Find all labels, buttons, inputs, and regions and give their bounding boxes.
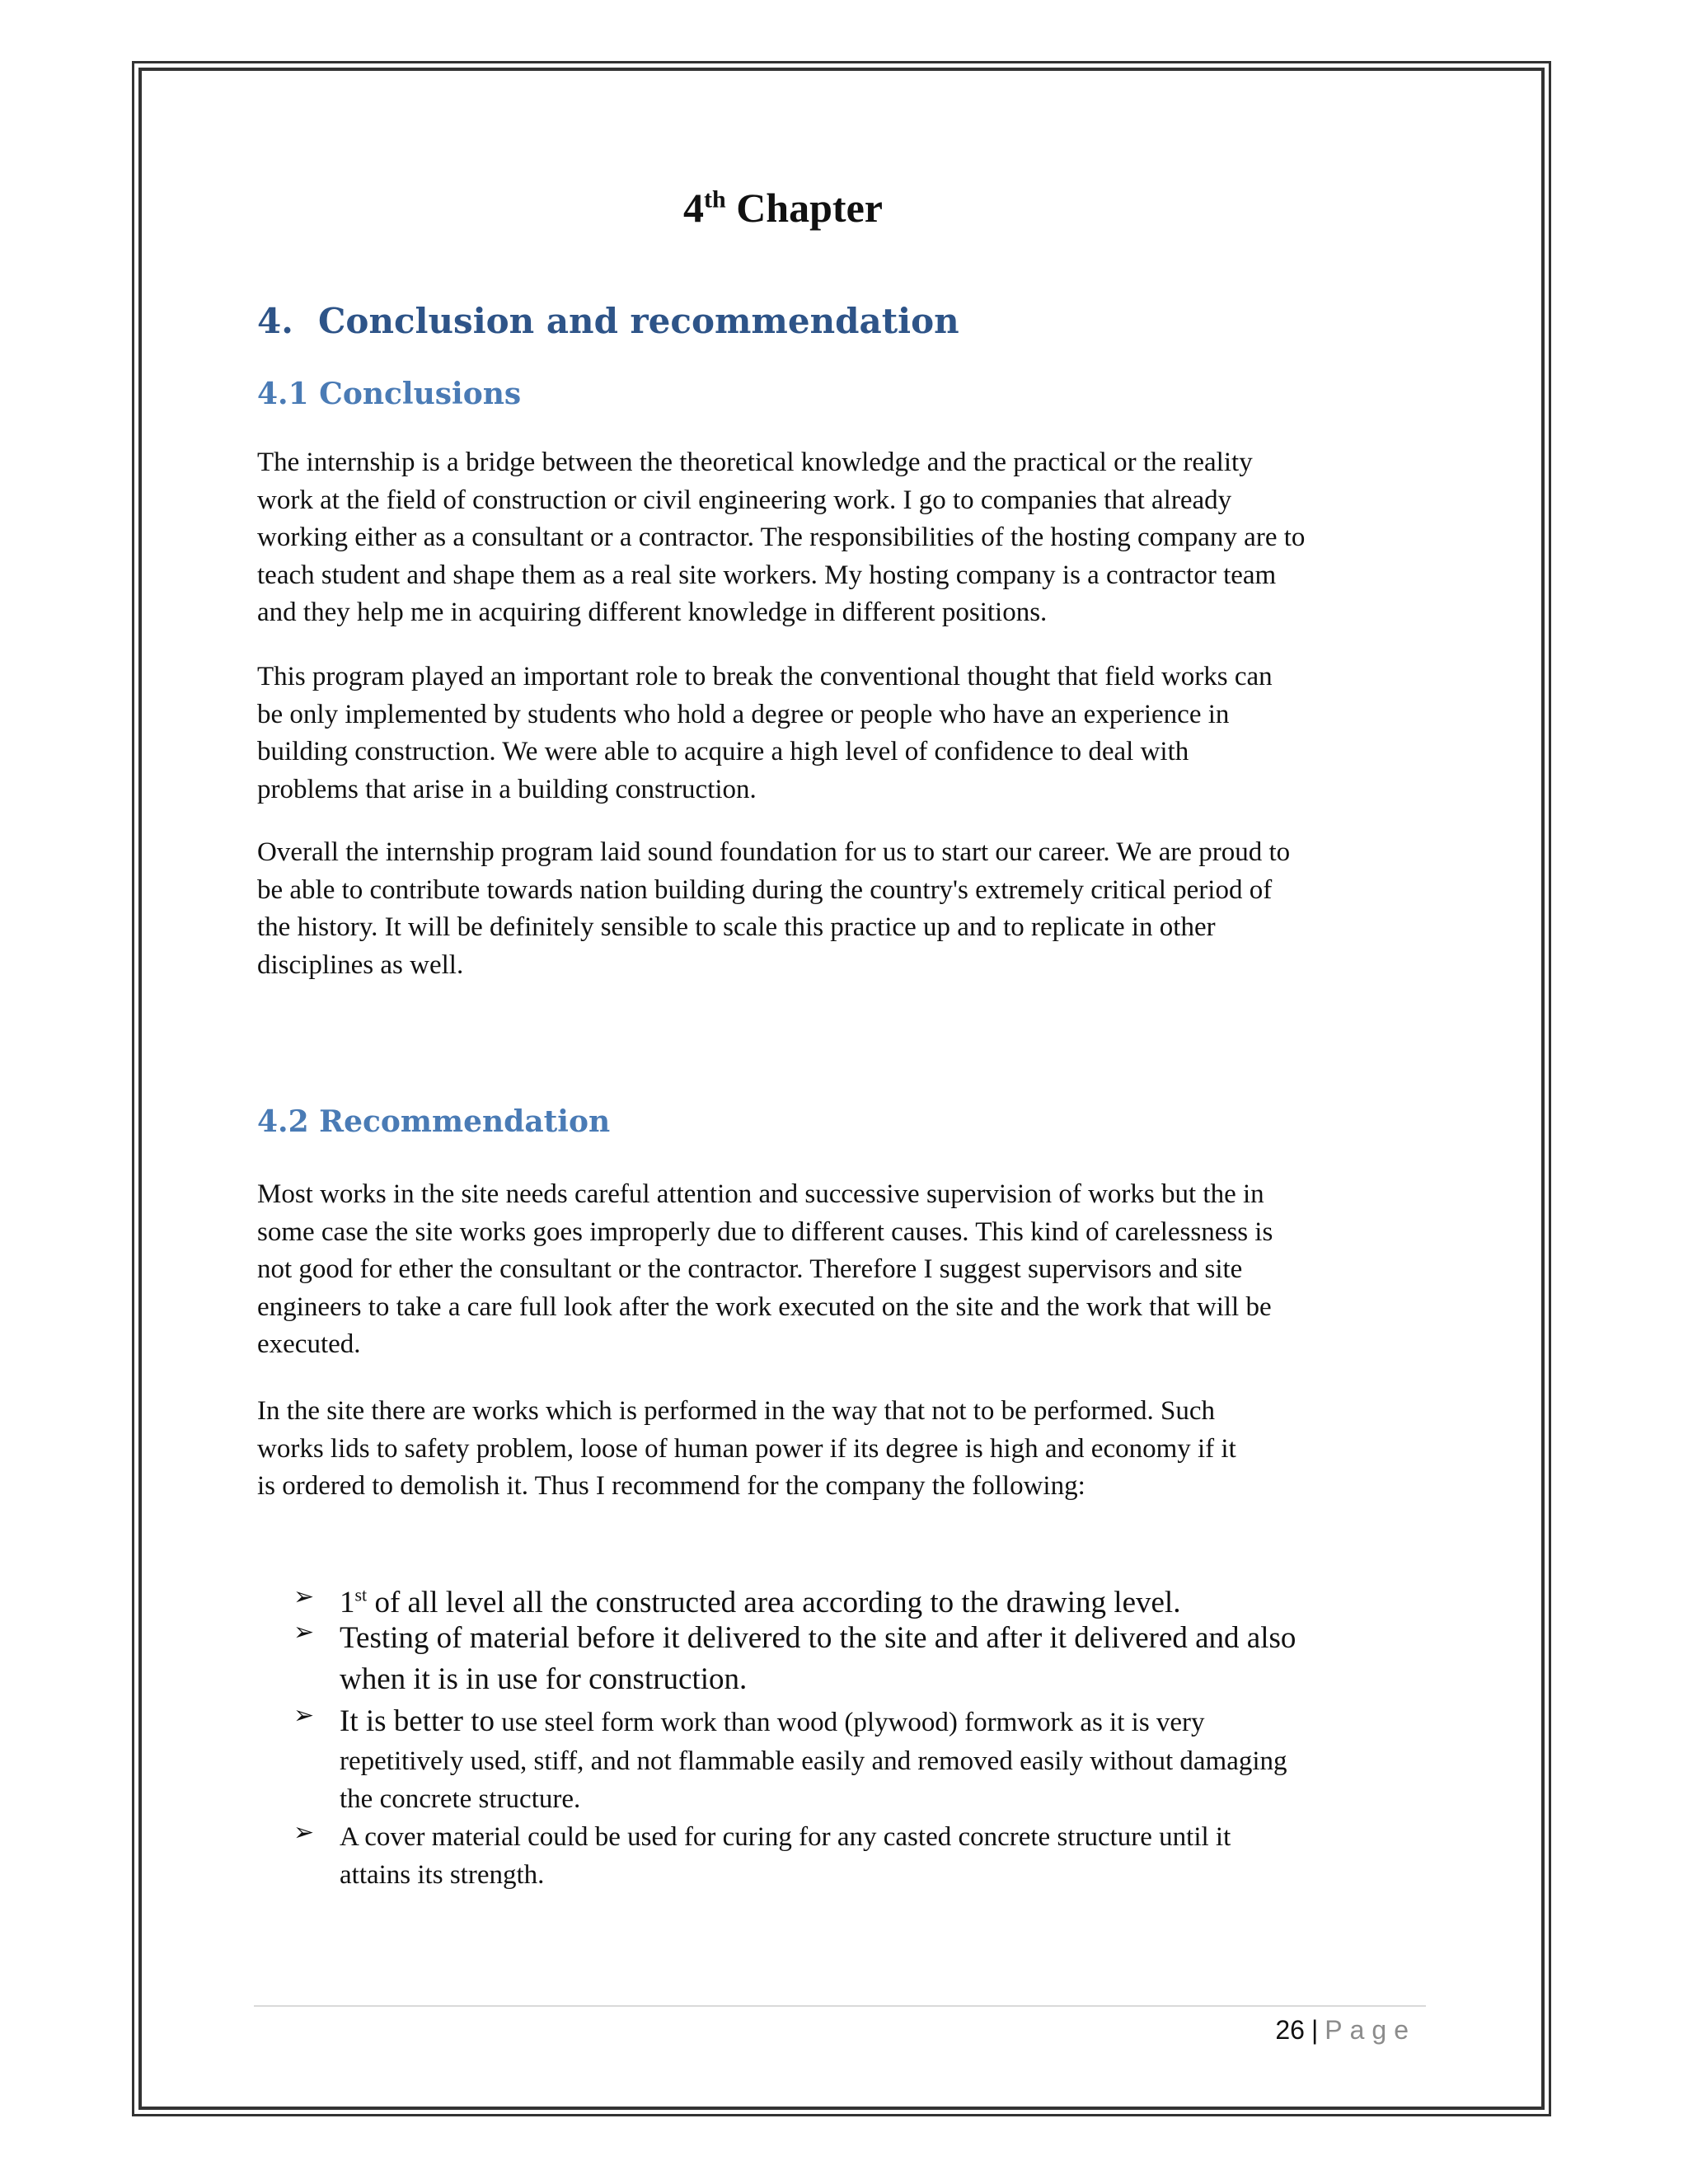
text-line: Most works in the site needs careful attention and successive supervision of works but the in <box>257 1179 1264 1209</box>
conclusions-heading: 4.1 Conclusions <box>257 377 522 411</box>
text-line: works lids to safety problem, loose of human power if its degree is high and economy if it <box>257 1433 1236 1464</box>
text-line: building construction. We were able to acquire a high level of confidence to deal with <box>257 737 1189 766</box>
chapter-title <box>0 183 1566 232</box>
ordinal-suffix: st <box>354 1584 368 1605</box>
page-label: Page <box>1325 2015 1416 2045</box>
text-line: repetitively used, stiff, and not flammable easily and removed easily without damaging <box>340 1746 1287 1776</box>
conclusions-paragraph-2 <box>257 658 1378 808</box>
text-line: the history. It will be definitely sensible to scale this practice up and to replicate in other <box>257 912 1216 942</box>
arrow-bullet-icon: ➢ <box>293 1618 315 1647</box>
list-item-text <box>340 1701 1287 1818</box>
text-line: executed. <box>257 1329 361 1359</box>
list-item-rest: of all level all the constructed area according to the drawing level. <box>367 1586 1181 1619</box>
chapter-number: 4 <box>683 185 705 231</box>
text-line: and they help me in acquiring different knowledge in different positions. <box>257 598 1048 627</box>
text-line: working either as a consultant or a contractor. The responsibilities of the hosting company are to <box>257 523 1306 552</box>
chapter-number-suffix: th <box>704 185 726 213</box>
recommendation-paragraph-1 <box>257 1176 1378 1364</box>
text-line: some case the site works goes improperly due to different causes. This kind of carelessness is <box>257 1216 1273 1247</box>
text-line: Testing of material before it delivered to the site and after it delivered and also <box>340 1621 1296 1655</box>
text-line: when it is in use for construction. <box>340 1662 748 1696</box>
text-line: Overall the internship program laid sound foundation for us to start our career. We are proud to <box>257 837 1291 867</box>
text-line: A cover material could be used for curing for any casted concrete structure until it <box>340 1822 1231 1852</box>
text-line: work at the field of construction or civil engineering work. I go to companies that already <box>257 485 1232 515</box>
ordinal-number: 1 <box>340 1586 355 1619</box>
list-item-text <box>340 1818 1231 1894</box>
text-line: is ordered to demolish it. Thus I recommend for the company the following: <box>257 1471 1085 1501</box>
section-heading <box>257 298 959 344</box>
footer-separator: | <box>1311 2015 1319 2045</box>
text-line: attains its strength. <box>340 1860 545 1890</box>
arrow-bullet-icon: ➢ <box>293 1818 315 1847</box>
conclusions-paragraph-1 <box>257 444 1378 632</box>
arrow-bullet-icon: ➢ <box>293 1582 315 1611</box>
text-line: problems that arise in a building construction. <box>257 774 757 804</box>
page-number: 26 <box>1275 2015 1305 2045</box>
recommendation-paragraph-2 <box>257 1393 1378 1506</box>
section-title: Conclusion and recommendation <box>318 301 959 341</box>
text-line: engineers to take a care full look after the work executed on the site and the work that will be <box>257 1291 1272 1322</box>
text-line: the concrete structure. <box>340 1784 581 1814</box>
arrow-bullet-icon: ➢ <box>293 1701 315 1730</box>
list-item-lead: It is better to <box>340 1704 495 1738</box>
text-line: not good for ether the consultant or the contractor. Therefore I suggest supervisors and site <box>257 1254 1243 1284</box>
text-line: This program played an important role to break the conventional thought that field works can <box>257 662 1273 691</box>
text-line: be only implemented by students who hold a degree or people who have an experience in <box>257 699 1230 729</box>
chapter-word: Chapter <box>736 185 883 231</box>
page-footer <box>1275 2011 1416 2049</box>
text-line: The internship is a bridge between the theoretical knowledge and the practical or the reality <box>257 448 1253 477</box>
conclusions-paragraph-3 <box>257 834 1378 984</box>
text-line: be able to contribute towards nation building during the country's extremely critical period of <box>257 874 1273 905</box>
list-item-text <box>340 1618 1296 1700</box>
text-line: disciplines as well. <box>257 949 464 980</box>
list-item-rest: use steel form work than wood (plywood) formwork as it is very <box>495 1708 1205 1737</box>
section-number: 4. <box>257 301 293 341</box>
footer-divider <box>254 2005 1426 2007</box>
text-line: teach student and shape them as a real site workers. My hosting company is a contractor team <box>257 560 1277 590</box>
text-line: In the site there are works which is performed in the way that not to be performed. Such <box>257 1396 1215 1426</box>
recommendation-heading: 4.2 Recommendation <box>257 1104 611 1139</box>
